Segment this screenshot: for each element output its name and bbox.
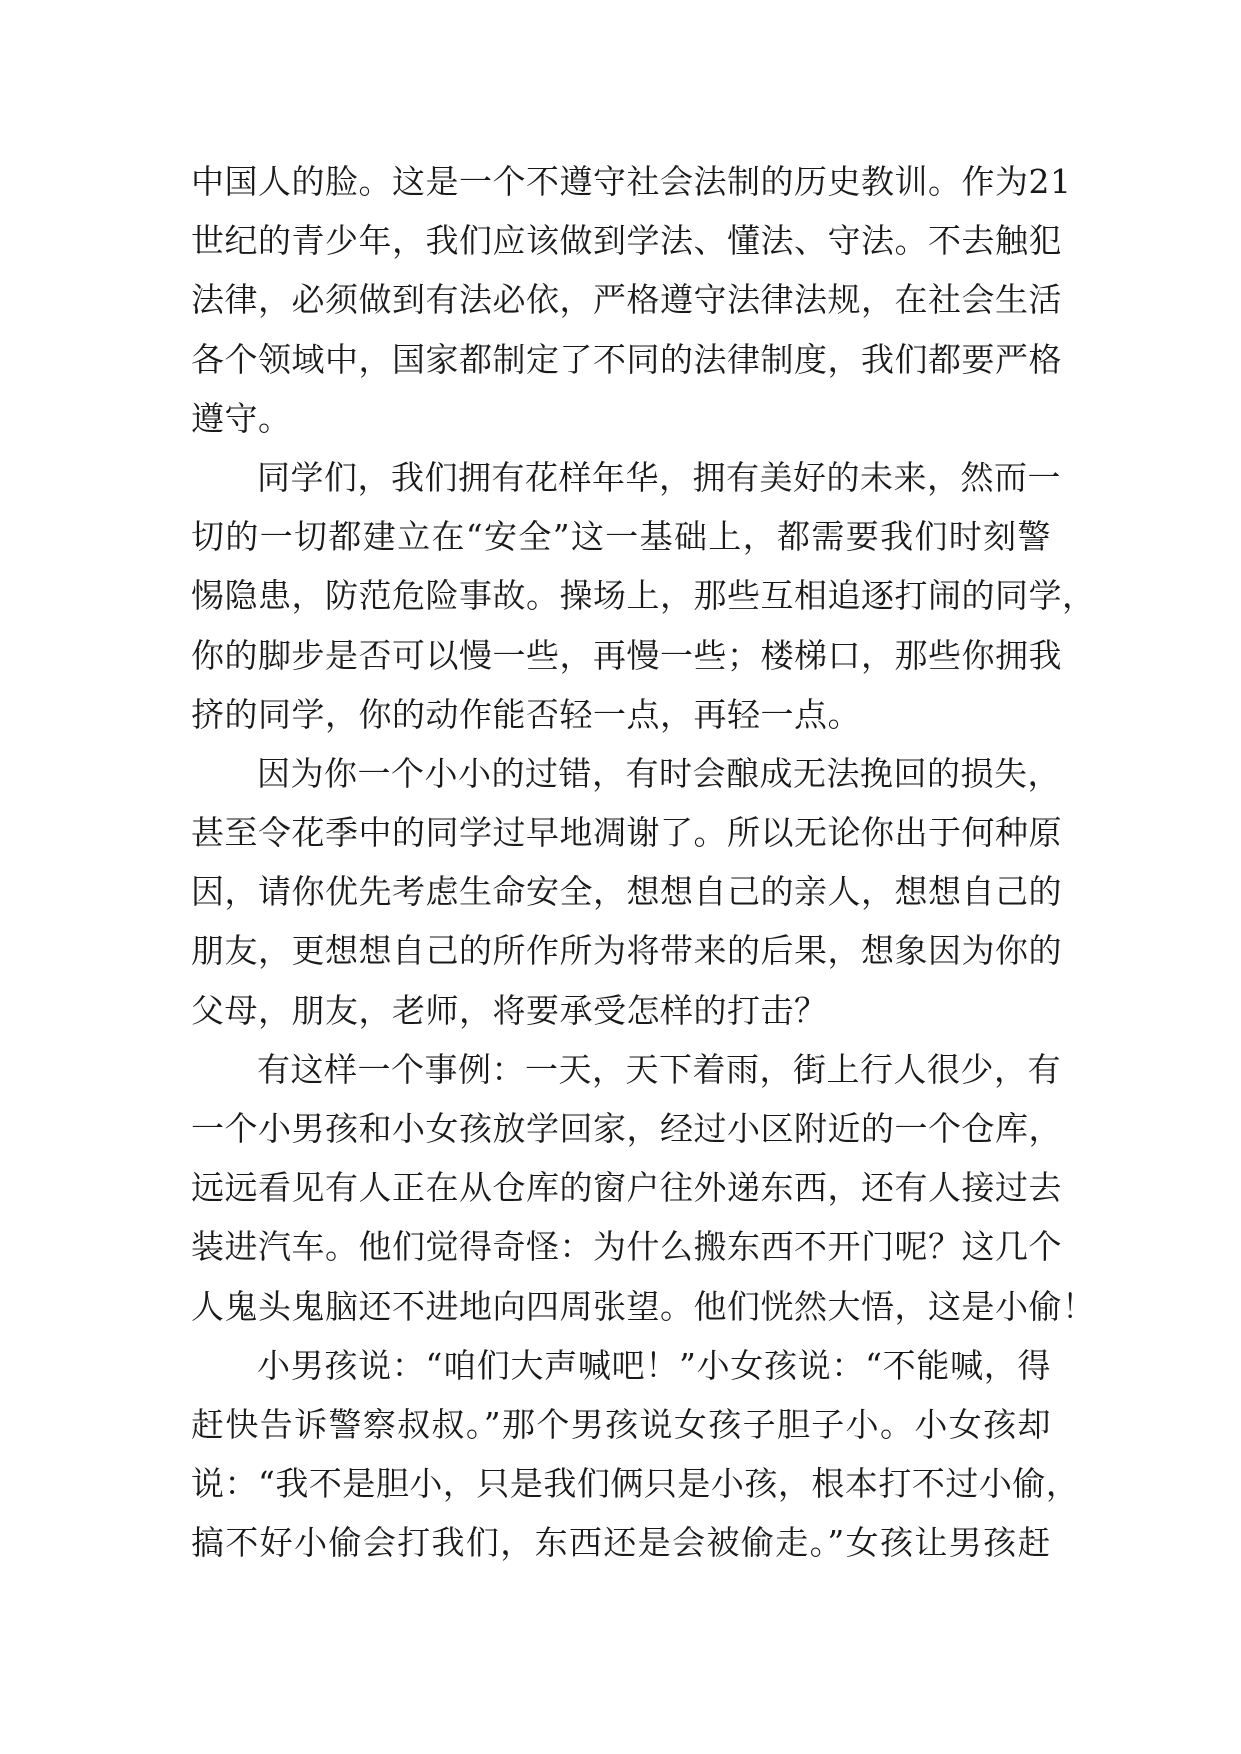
text-line: 因为你一个小小的过错，有时会酿成无法挽回的损失， <box>257 753 1061 793</box>
text-line: 你的脚步是否可以慢一些，再慢一些；楼梯口，那些你拥我 <box>191 635 1062 675</box>
paragraph-2 <box>191 448 1096 744</box>
text-line: 小男孩说：“咱们大声喊吧！”小女孩说：“不能喊，得 <box>257 1345 1051 1385</box>
text-line: 因，请你优先考虑生命安全，想想自己的亲人，想想自己的 <box>191 872 1062 912</box>
text-line: 搞不好小偷会打我们，东西还是会被偷走。”女孩让男孩赶 <box>191 1523 1051 1563</box>
text-line: 远远看见有人正在从仓库的窗户往外递东西，还有人接过去 <box>191 1168 1062 1208</box>
document-body <box>191 152 1096 1573</box>
text-line: 甚至令花季中的同学过早地凋谢了。所以无论你出于何种原 <box>191 813 1062 853</box>
text-line: 各个领域中，国家都制定了不同的法律制度，我们都要严格 <box>191 339 1062 379</box>
text-line: 切的一切都建立在“安全”这一基础上，都需要我们时刻警 <box>191 517 1051 557</box>
text-line: 世纪的青少年，我们应该做到学法、懂法、守法。不去触犯 <box>191 221 1062 261</box>
text-line: 一个小男孩和小女孩放学回家，经过小区附近的一个仓库， <box>191 1109 1062 1148</box>
paragraph-3 <box>191 744 1062 1040</box>
text-line: 赶快告诉警察叔叔。”那个男孩说女孩子胆子小。小女孩却 <box>191 1404 1051 1444</box>
text-line: 朋友，更想想自己的所作所为将带来的后果，想象因为你的 <box>191 931 1062 971</box>
text-line: 同学们，我们拥有花样年华，拥有美好的未来，然而一 <box>257 457 1061 497</box>
paragraph-4 <box>191 1040 1096 1336</box>
text-line: 遵守。 <box>191 398 292 438</box>
text-line: 人鬼头鬼脑还不进地向四周张望。他们恍然大悟，这是小偷！ <box>191 1286 1096 1326</box>
text-line: 法律，必须做到有法必依，严格遵守法律法规，在社会生活 <box>191 280 1062 320</box>
paragraph-5 <box>191 1336 1080 1573</box>
text-line: 装进汽车。他们觉得奇怪：为什么搬东西不开门呢？这几个 <box>191 1227 1062 1267</box>
text-line: 说：“我不是胆小，只是我们俩只是小孩，根本打不过小偷， <box>191 1464 1080 1504</box>
text-line: 中国人的脸。这是一个不遵守社会法制的历史教训。作为21 <box>191 162 1072 201</box>
text-line: 惕隐患，防范危险事故。操场上，那些互相追逐打闹的同学， <box>191 576 1096 616</box>
text-line: 有这样一个事例：一天，天下着雨，街上行人很少，有 <box>257 1049 1061 1089</box>
text-line: 挤的同学，你的动作能否轻一点，再轻一点。 <box>191 694 861 734</box>
text-line: 父母，朋友，老师，将要承受怎样的打击？ <box>191 990 828 1030</box>
paragraph-1 <box>191 152 1072 448</box>
